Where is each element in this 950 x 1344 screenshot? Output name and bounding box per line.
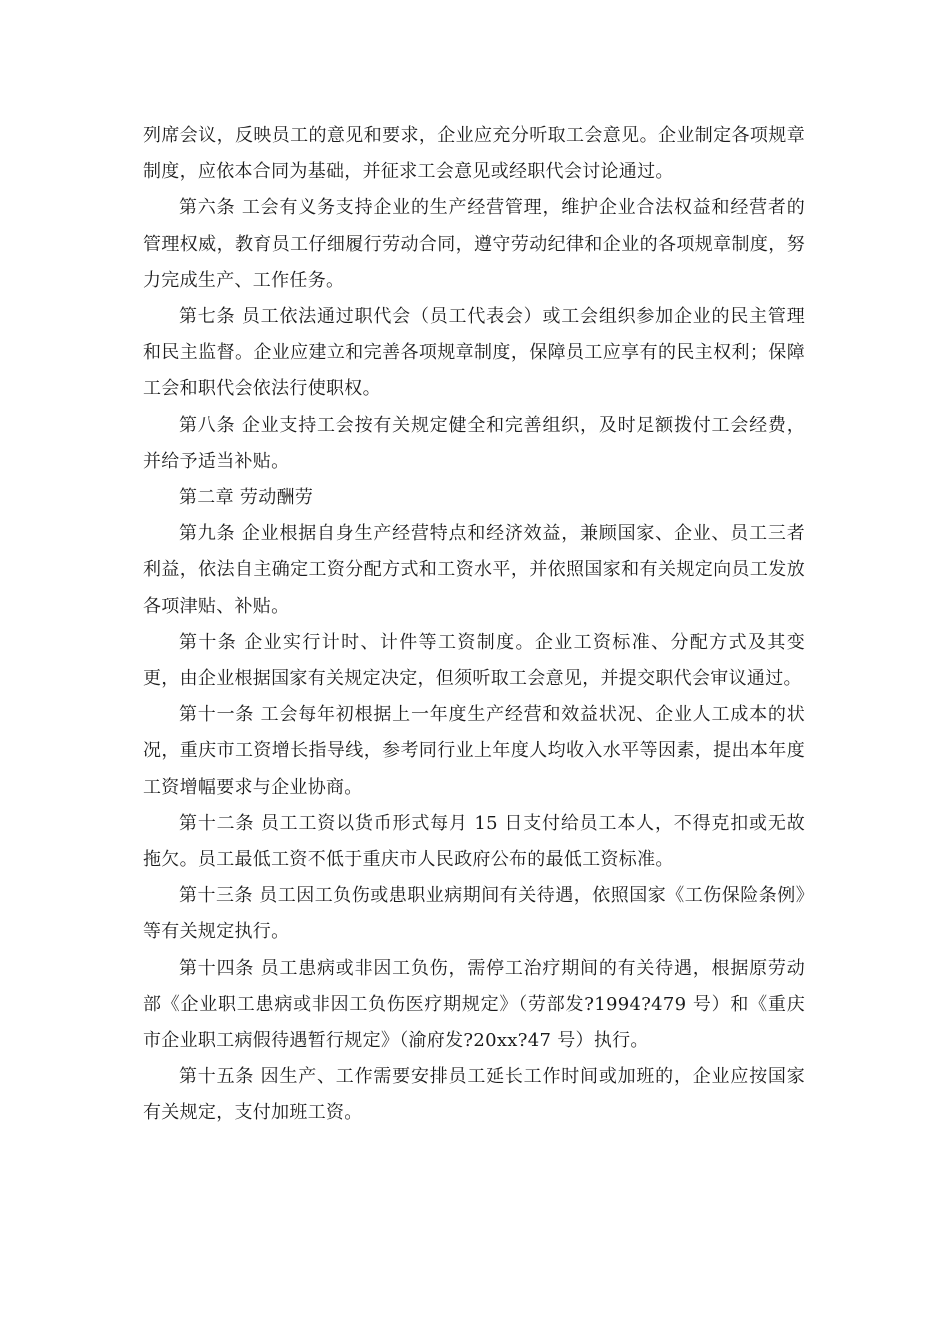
article-6: 第六条 工会有义务支持企业的生产经营管理，维护企业合法权益和经营者的管理权威，教育员工仔细履行劳动合同，遵守劳动纪律和企业的各项规章制度，努力完成生产、工作任务。 — [143, 197, 805, 291]
article-9: 第九条 企业根据自身生产经营特点和经济效益，兼顾国家、企业、员工三者利益，依法自主确定工资分配方式和工资水平，并依照国家和有关规定向员工发放各项津贴、补贴。 — [143, 523, 805, 617]
article-15: 第十五条 因生产、工作需要安排员工延长工作时间或加班的，企业应按国家有关规定，支付加班工资。 — [143, 1066, 805, 1124]
article-14: 第十四条 员工患病或非因工负伤，需停工治疗期间的有关待遇，根据原劳动部《企业职工患病或非因工负伤医疗期规定》（劳部发?1994?479 号）和《重庆市企业职工病假待遇暂行规定》（渝府发?20xx?47 号）执行。 — [143, 957, 805, 1052]
paragraph-continuation: 列席会议，反映员工的意见和要求，企业应充分听取工会意见。企业制定各项规章制度，应依本合同为基础，并征求工会意见或经职代会讨论通过。 — [143, 125, 805, 183]
article-11: 第十一条 工会每年初根据上一年度生产经营和效益状况、企业人工成本的状况，重庆市工资增长指导线，参考同行业上年度人均收入水平等因素，提出本年度工资增幅要求与企业协商。 — [143, 704, 805, 798]
article-7: 第七条 员工依法通过职代会（员工代表会）或工会组织参加企业的民主管理和民主监督。企业应建立和完善各项规章制度，保障员工应享有的民主权利；保障工会和职代会依法行使职权。 — [143, 306, 805, 400]
article-10: 第十条 企业实行计时、计件等工资制度。企业工资标准、分配方式及其变更，由企业根据国家有关规定决定，但须听取工会意见，并提交职代会审议通过。 — [143, 631, 805, 690]
article-8: 第八条 企业支持工会按有关规定健全和完善组织，及时足额拨付工会经费，并给予适当补贴。 — [143, 414, 805, 472]
chapter-heading: 第二章 劳动酬劳 — [179, 487, 314, 509]
article-13: 第十三条 员工因工负伤或患职业病期间有关待遇，依照国家《工伤保险条例》等有关规定执行。 — [143, 885, 805, 943]
document-body — [143, 118, 805, 1132]
article-12: 第十二条 员工工资以货币形式每月 15 日支付给员工本人，不得克扣或无故拖欠。员工最低工资不低于重庆市人民政府公布的最低工资标准。 — [143, 812, 805, 871]
